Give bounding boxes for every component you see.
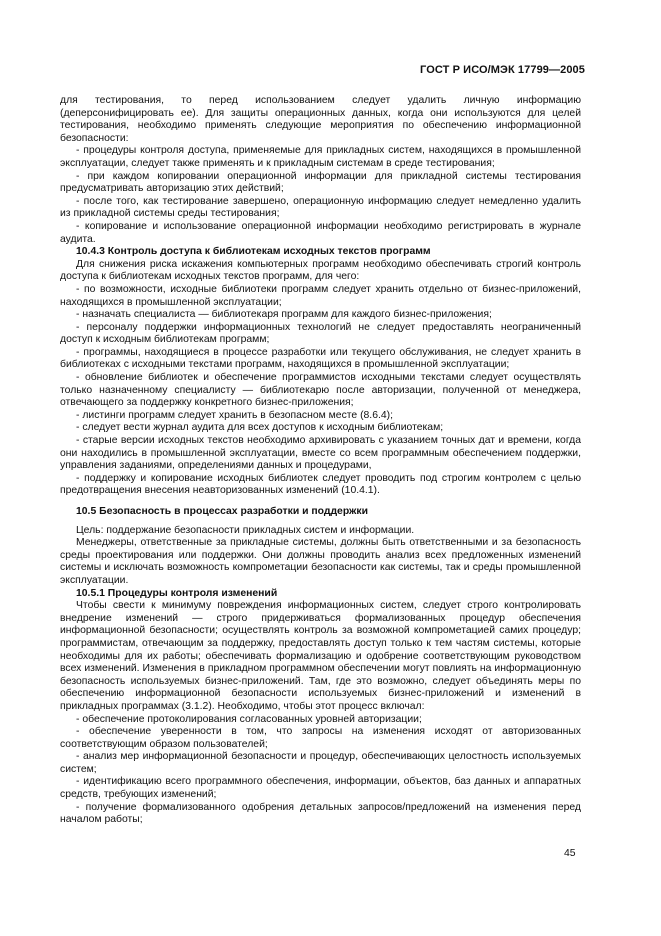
list-item: - обновление библиотек и обеспечение программистов исходными текстами следует осуществлять только назначенному специалисту — библиотекарю после авторизации, полученной от менеджера, отвечающего за поддержку конкретного бизнес-приложения; [60,372,581,409]
paragraph: для тестирования, то перед использованием следует удалить личную информацию (деперсонифицировать ее). Для защиты операционных данных, когда они используются для целей тестирования, необходимо применять следующие мероприятия по обеспечению информационной безопасности: [60,95,581,144]
section-heading-10-5: 10.5 Безопасность в процессах разработки и поддержки [76,506,368,517]
list-item: - при каждом копировании операционной информации для прикладной системы тестирования предусматривать авторизацию этих действий; [60,170,581,195]
section-heading-10-4-3: 10.4.3 Контроль доступа к библиотекам исходных текстов программ [76,246,431,258]
list-item: - обеспечение протоколирования согласованных уровней авторизации; [76,713,422,725]
paragraph: Чтобы свести к минимуму повреждения информационных систем, следует строго контролировать внедрение изменений — строго придерживаться формализованных процедур обеспечения информационной безопасности; осуществлять контроль за возможной компрометацией самих процедур; программистам, отвечающим за поддержку, предоставлять доступ только к тем частям системы, которые необходимы для их работы; обеспечивать формализацию и одобрение соответствующим руководством всех изменений. Изменения в прикладном программном обеспечении могут повлиять на информационную безопасность используемых бизнес-приложений. Там, где это возможно, следует объединять меры по обеспечению информационной безопасности используемых бизнес-приложений и изменений в прикладных программах (3.1.2). Необходимо, чтобы этот процесс включал: [60,600,581,712]
list-item: - обеспечение уверенности в том, что запросы на изменения исходят от авторизованных соответствующим образом пользователей; [60,726,581,750]
list-item: - старые версии исходных текстов необходимо архивировать с указанием точных дат и времени, когда они находились в промышленной эксплуатации, вместе со всем программным обеспечением поддержки, управления заданиями, определениями данных и процедурами, [60,435,581,472]
page-number: 45 [564,848,576,859]
paragraph: Для снижения риска искажения компьютерных программ необходимо обеспечивать строгий контроль доступа к библиотекам исходных текстов программ, для чего: [60,258,581,283]
list-item: - программы, находящиеся в процессе разработки или текущего обслуживания, не следует хранить в библиотеках с исходными текстами программ, находящихся в промышленной эксплуатации; [60,346,581,371]
list-item: - следует вести журнал аудита для всех доступов к исходным библиотекам; [76,422,444,434]
document-header: ГОСТ Р ИСО/МЭК 17799—2005 [420,64,585,76]
list-item: - по возможности, исходные библиотеки программ следует хранить отдельно от бизнес-приложений, находящихся в промышленной эксплуатации; [60,283,581,308]
document-body [60,95,581,827]
paragraph: Менеджеры, ответственные за прикладные системы, должны быть ответственными и за безопасность среды проектирования или поддержки. Они должны проводить анализ всех предложенных изменений системы и исключать возможность компрометации безопасности как системы, так и среды промышленной эксплуатации. [60,537,581,586]
paragraph: Цель: поддержание безопасности прикладных систем и информации. [76,524,415,536]
list-item: - анализ мер информационной безопасности и процедур, обеспечивающих целостность используемых систем; [60,751,581,775]
list-item: - поддержку и копирование исходных библиотек следует проводить под строгим контролем с целью предотвращения внесения неавторизованных изменений (10.4.1). [60,472,581,497]
list-item: - после того, как тестирование завершено, операционную информацию следует немедленно удалить из прикладной системы среды тестирования; [60,195,581,220]
section-heading-10-5-1: 10.5.1 Процедуры контроля изменений [76,587,278,599]
list-item: - идентификацию всего программного обеспечения, информации, объектов, баз данных и аппаратных средств, требующих изменений; [60,776,581,801]
list-item: - процедуры контроля доступа, применяемые для прикладных систем, находящихся в промышленной эксплуатации, следует также применять и к прикладным системам в среде тестирования; [60,145,581,169]
list-item: - персоналу поддержки информационных технологий не следует предоставлять неограниченный доступ к исходным библиотекам программ; [60,321,581,346]
list-item: - назначать специалиста — библиотекаря программ для каждого бизнес-приложения; [76,309,492,321]
list-item: - листинги программ следует хранить в безопасном месте (8.6.4); [76,409,393,421]
list-item: - копирование и использование операционной информации необходимо регистрировать в журнале аудита. [60,220,581,245]
list-item: - получение формализованного одобрения детальных запросов/предложений на изменения перед началом работы; [60,801,581,826]
